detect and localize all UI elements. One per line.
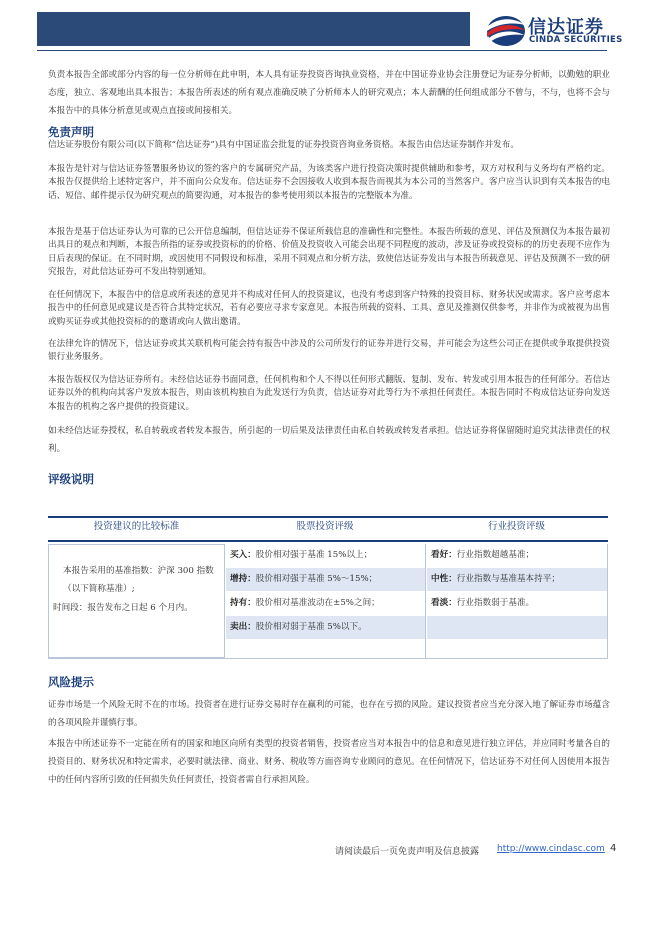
stock-rating-desc: 股价相对强于基准 5%～15%； [255,574,378,584]
analyst-statement: 负责本报告全部或部分内容的每一位分析师在此申明，本人具有证券投资咨询执业资格，并在中国证券业协会注册登记为证券分析师，以勤勉的职业态度，独立、客观地出具本报告；本报告所表述的所有观点准确反映了分析师本人的研究观点；本人薪酬的任何组成部分不曾与，不与，也将不会与本报告中的具体分析意见或观点直接或间接相关。 [48,70,610,116]
rating-table-divider [425,544,426,658]
disclaimer-p3: 本报告是基于信达证券认为可靠的已公开信息编制，但信达证券不保证所载信息的准确性和完整性。本报告所载的意见、评估及预测仅为本报告最初出具日的观点和判断，本报告所指的证券或投资标的的价格、价值及投资收入可能会出现不同程度的波动，涉及证券或投资标的的历史表现不应作为日后表现的保证。在不同时期，或因使用不同假设和标准，采用不同观点和分析方法，致使信达证券发出与本报告所载意见、评估及预测不一致的研究报告，对此信达证券可不发出特别通知。 [48,227,610,278]
stock-rating-hold [226,592,425,615]
rating-table-bottom-rule [48,658,608,659]
industry-rating-label: 中性： [431,574,457,584]
disclaimer-p1: 信达证券股份有限公司(以下简称“信达证券”)具有中国证监会批复的证券投资咨询业务资格。本报告由信达证券制作并发布。 [48,140,519,150]
stock-rating-label: 买入： [230,550,256,560]
industry-rating-desc: 行业指数超越基准； [456,550,535,560]
rating-benchmark-cell [48,544,225,658]
industry-rating-empty [427,616,608,639]
header-rule [37,50,607,51]
industry-rating-neutral [427,568,608,591]
logo-mark-icon [484,13,528,49]
period-text: 时间段：报告发布之日起 6 个月内。 [53,603,193,613]
risk-p1: 证券市场是一个风险无时不在的市场。投资者在进行证券交易时存在赢利的可能，也存在亏损的风险。建议投资者应当充分深入地了解证券市场蕴含的各项风险并谨慎行事。 [48,700,610,728]
company-logo [484,13,654,49]
stock-rating-desc: 股价相对强于基准 15%以上； [255,550,373,560]
rating-header-industry: 行业投资评级 [487,521,545,532]
risk-p2: 本报告中所述证券不一定能在所有的国家和地区向所有类型的投资者销售，投资者应当对本报告中的信息和意见进行独立评估，并应同时考量各自的投资目的、财务状况和特定需求，必要时就法律、商业、财务、税收等方面咨询专业顾问的意见。在任何情况下，信达证券不对任何人因使用本报告中的任何内容所引致的任何损失负任何责任，投资者需自行承担风险。 [48,739,610,785]
rating-header-stock: 股票投资评级 [296,521,354,532]
header-bar [37,12,470,46]
disclaimer-p7: 如未经信达证券授权，私自转载或者转发本报告，所引起的一切后果及法律责任由私自转载或转发者承担。信达证券将保留随时追究其法律责任的权利。 [48,426,610,454]
stock-rating-sell [226,616,425,639]
risk-title: 风险提示 [48,675,94,689]
disclaimer-title: 免责声明 [48,125,94,139]
industry-rating-negative [427,592,608,615]
industry-rating-desc: 行业指数弱于基准。 [456,598,535,608]
stock-rating-overweight [226,568,425,591]
logo-text-cn: 信达证券 [528,17,604,38]
disclaimer-p6: 本报告版权仅为信达证券所有。未经信达证券书面同意，任何机构和个人不得以任何形式翻版、复制、发布、转发或引用本报告的任何部分。若信达证券以外的机构向其客户发放本报告，则由该机构独自为此发送行为负责，信达证券对此等行为不承担任何责任。本报告同时不构成信达证券向发送本报告的机构之客户提供的投资建议。 [48,375,610,412]
stock-rating-label: 增持： [230,574,256,584]
stock-rating-label: 持有： [230,598,256,608]
industry-rating-label: 看淡： [431,598,457,608]
industry-rating-label: 看好： [431,550,457,560]
disclaimer-p2: 本报告是针对与信达证券签署服务协议的签约客户的专属研究产品，为该类客户进行投资决策时提供辅助和参考，双方对权利与义务均有严格约定。本报告仅提供给上述特定客户，并不面向公众发布。信达证券不会因接收人收到本报告而视其为本公司的当然客户。客户应当认识到有关本报告的电话、短信、邮件提示仅为研究观点的简要沟通，对本报告的参考使用须以本报告的完整版本为准。 [48,164,610,201]
stock-rating-desc: 股价相对弱于基准 5%以下。 [255,622,367,632]
benchmark-text: 本报告采用的基准指数：沪深 300 指数（以下简称基准）; [63,566,214,594]
page-number: 4 [610,843,617,854]
stock-rating-desc: 股价相对基准波动在±5%之间； [255,598,380,608]
disclaimer-p5: 在法律允许的情况下，信达证券或其关联机构可能会持有报告中涉及的公司所发行的证券并进行交易，并可能会为这些公司正在提供或争取提供投资银行业务服务。 [48,339,610,363]
stock-rating-label: 卖出： [230,622,256,632]
stock-rating-buy [226,544,425,567]
logo-text-en: CINDA SECURITIES [529,35,623,45]
rating-table-header-rule [48,540,608,542]
industry-rating-desc: 行业指数与基准基本持平； [456,574,560,584]
footer-website-link[interactable]: http://www.cindasc.com [497,844,605,854]
industry-rating-positive [427,544,608,567]
rating-table-right-border [607,544,608,658]
rating-title: 评级说明 [48,472,94,486]
footer-note: 请阅读最后一页免责声明及信息披露 [335,847,480,857]
disclaimer-p4: 在任何情况下，本报告中的信息或所表述的意见并不构成对任何人的投资建议，也没有考虑到客户特殊的投资目标、财务状况或需求。客户应考虑本报告中的任何意见或建议是否符合其特定状况，若有必要应寻求专家意见。本报告所载的资料、工具、意见及推测仅供参考，并非作为或被视为出售或购买证券或其他投资标的的邀请或向人做出邀请。 [48,290,610,327]
rating-header-benchmark: 投资建议的比较标准 [93,521,180,532]
